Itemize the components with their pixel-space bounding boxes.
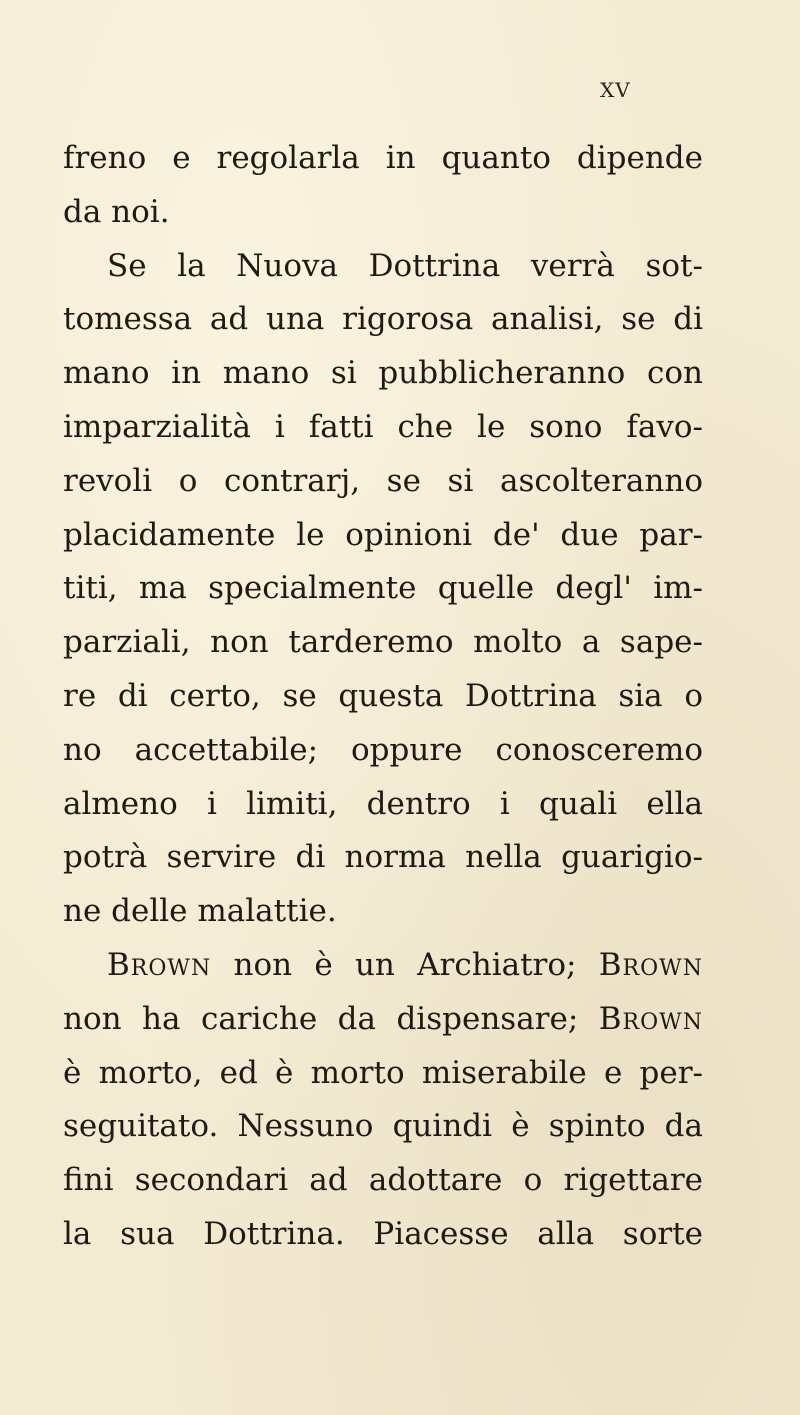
text-line: imparzialità i fatti che le sono favo- [63,408,703,445]
text-line: revoli o contrarj, se si ascolteranno [63,462,703,499]
text-line: parziali, non tarderemo molto a sape- [63,624,703,661]
text-line [63,993,703,1047]
body-text [63,132,703,1262]
text-line: Se la Nuova Dottrina verrà sot- [107,247,703,284]
text-line: è morto, ed è morto miserabile e per- [63,1054,703,1091]
text-line: freno e regolarla in quanto dipende [63,140,703,176]
text-line: no accettabile; oppure conosceremo [63,731,703,768]
text-line: mano in mano si pubblicheranno con [63,355,703,392]
text-line: almeno i limiti, dentro i quali ella [63,785,703,822]
author-name: Brown [598,1000,703,1037]
page-number: XV [600,78,631,102]
text-line: fini secondari ad adottare o rigettare [63,1162,703,1199]
text-span: non ha cariche da dispensare; [63,1000,579,1037]
text-line: da noi. [63,193,170,230]
text-span: non è un Archiatro; [211,946,577,983]
text-line: re di certo, se questa Dottrina sia o [63,677,703,714]
text-line: la sua Dottrina. Piacesse alla sorte [63,1215,703,1252]
text-line: potrà servire di norma nella guarigio- [63,839,703,876]
text-line [63,939,703,993]
text-line: seguitato. Nessuno quindi è spinto da [63,1108,703,1145]
author-name: Brown [107,946,212,983]
author-name: Brown [598,946,703,983]
text-line: tomessa ad una rigorosa analisi, se di [63,301,703,338]
text-line: titi, ma specialmente quelle degl' im- [63,570,703,607]
text-line: ne delle malattie. [63,893,337,930]
text-line: placidamente le opinioni de' due par- [63,516,703,553]
